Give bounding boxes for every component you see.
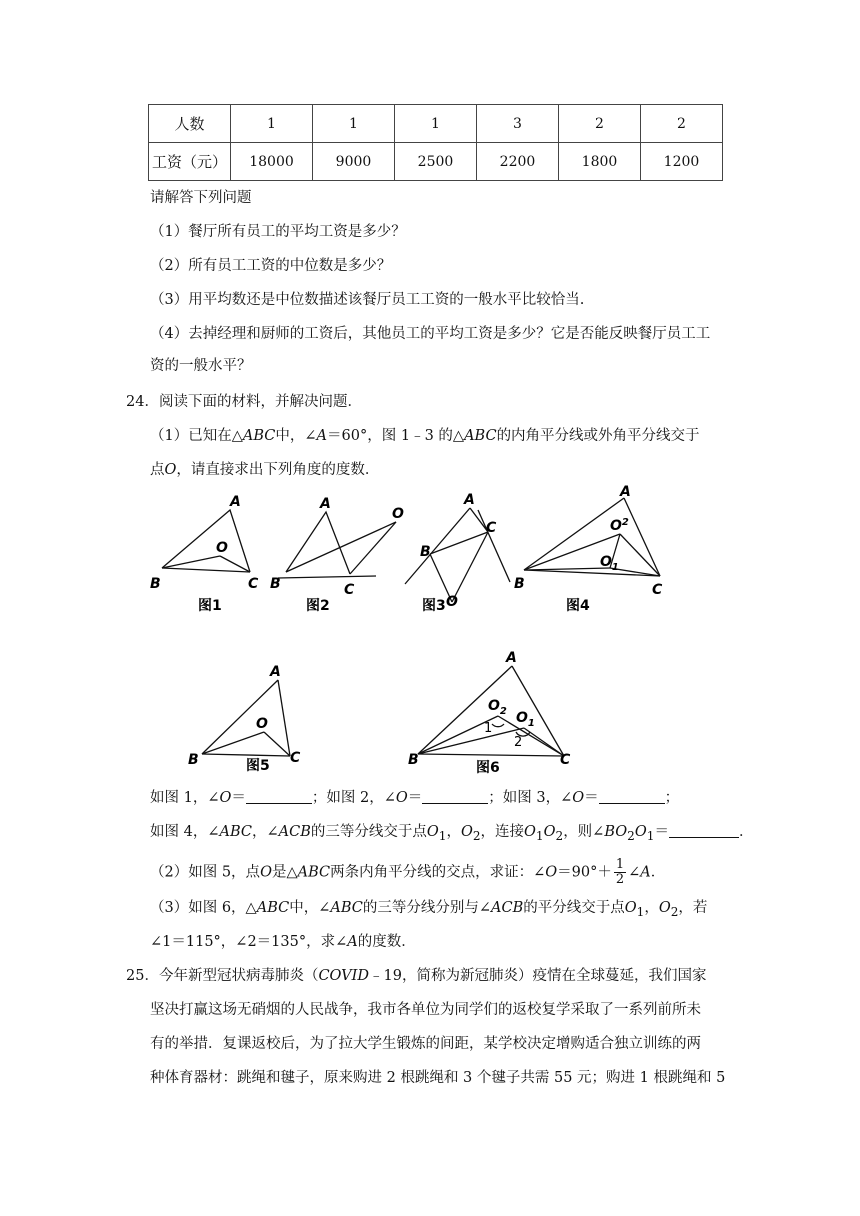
- fraction-one-half: [614, 858, 626, 887]
- q24-part2: [150, 858, 665, 887]
- label-A: A: [230, 494, 241, 510]
- q24-part3-line1: [150, 898, 707, 922]
- text: ，请直接求出下列角度的度数．: [176, 462, 380, 478]
- text: A: [347, 934, 358, 950]
- text: O: [615, 824, 628, 840]
- text: O: [219, 790, 232, 806]
- label-C: C: [248, 576, 259, 592]
- text: 的三等分线分别与∠: [362, 900, 492, 916]
- text: 1: [611, 562, 619, 573]
- figures-group-2: [180, 644, 670, 776]
- text: ．: [738, 824, 754, 840]
- q23-part4-line1: （4）去掉经理和厨师的工资后，其他员工的平均工资是多少？它是否能反映餐厅员工工: [150, 326, 711, 342]
- figure-caption: 图2: [306, 598, 330, 614]
- label-A: A: [320, 496, 331, 512]
- table-cell: 1: [395, 105, 477, 143]
- text: O: [488, 698, 500, 714]
- label-O1: [516, 710, 535, 729]
- text: ＝: [231, 790, 246, 806]
- text: 2: [555, 828, 564, 843]
- label-B: B: [270, 576, 281, 592]
- text: 的内角平分线或外角平分线交于: [496, 428, 700, 444]
- q25-line1: [126, 966, 706, 986]
- label-B: B: [188, 752, 199, 768]
- text: ACB: [278, 824, 311, 840]
- text: ABC: [464, 428, 497, 444]
- table-cell: 2: [641, 105, 723, 143]
- q23-part1: （1）餐厅所有员工的平均工资是多少？: [150, 224, 406, 240]
- label-O1: [600, 554, 619, 573]
- text: ABC: [256, 900, 290, 916]
- text: ＝60°，图 1﹣3 的△: [327, 428, 465, 444]
- row-header: 工资（元）: [149, 143, 231, 181]
- text: O: [634, 824, 647, 840]
- table-cell: 3: [477, 105, 559, 143]
- table-cell: 1: [313, 105, 395, 143]
- table-cell: 1200: [641, 143, 723, 181]
- text: ，若: [678, 900, 708, 916]
- q24-fill-line2: [150, 822, 753, 846]
- text: COVID: [318, 968, 370, 984]
- figure-caption: 图4: [566, 598, 590, 614]
- text: 点: [150, 462, 165, 478]
- text: O: [395, 790, 408, 806]
- text: 1: [438, 828, 447, 843]
- label-B: B: [514, 576, 525, 592]
- table-cell: 2500: [395, 143, 477, 181]
- text: 如图 1，∠: [150, 790, 220, 806]
- text: ，连接: [480, 824, 525, 840]
- figure-caption: 图1: [198, 598, 222, 614]
- text: 2: [670, 904, 679, 919]
- q25-line4: 种体育器材：跳绳和毽子，原来购进 2 根跳绳和 3 个毽子共需 55 元；购进 1 根跳绳和 5: [150, 1070, 726, 1086]
- q23-part3: （3）用平均数还是中位数描述该餐厅员工工资的一般水平比较恰当.: [150, 292, 585, 308]
- text: ∠: [628, 864, 641, 881]
- text: B: [604, 824, 616, 840]
- label-C: C: [290, 750, 301, 766]
- label-C: C: [486, 520, 497, 536]
- text: （2）如图 5，点: [150, 864, 261, 881]
- text: O: [658, 900, 671, 916]
- text: 2: [472, 828, 481, 843]
- text: （1）已知在△: [150, 428, 243, 444]
- text: 的三等分线交于点: [310, 824, 427, 840]
- label-O: O: [256, 716, 268, 732]
- label-O2: [488, 698, 507, 717]
- text: （3）如图 6，△: [150, 900, 257, 916]
- table-cell: 9000: [313, 143, 395, 181]
- text: O: [545, 864, 558, 881]
- angle-2-label: 2: [514, 735, 523, 750]
- label-C: C: [652, 582, 663, 598]
- text: 1: [636, 904, 645, 919]
- text: 中，∠: [275, 428, 317, 444]
- text: ，: [644, 900, 659, 916]
- label-C: C: [560, 752, 571, 768]
- text: O: [624, 900, 637, 916]
- q23-part2: （2）所有员工工资的中位数是多少？: [150, 258, 392, 274]
- text: O: [543, 824, 556, 840]
- label-A: A: [620, 484, 631, 500]
- text: O: [460, 824, 473, 840]
- text: O: [610, 518, 622, 534]
- answer-blank[interactable]: [599, 789, 665, 804]
- text: O: [516, 710, 528, 726]
- q23-part4-line2: 资的一般水平？: [150, 358, 252, 374]
- text: ；如图 2，∠: [311, 790, 396, 806]
- label-C: C: [344, 582, 355, 598]
- answer-blank[interactable]: [422, 789, 488, 804]
- q24-title: 24．阅读下面的材料，并解决问题．: [126, 394, 362, 410]
- text: O: [426, 824, 439, 840]
- text: A: [640, 864, 651, 881]
- row-header: 人数: [149, 105, 231, 143]
- wage-table: [148, 104, 723, 181]
- label-A: A: [506, 650, 517, 666]
- table-row: [149, 143, 723, 181]
- answer-blank[interactable]: [669, 823, 739, 838]
- answer-blank[interactable]: [246, 789, 312, 804]
- q24-part3-line2: [150, 932, 416, 952]
- text: ；如图 3，∠: [488, 790, 573, 806]
- table-cell: 18000: [231, 143, 313, 181]
- label-B: B: [408, 752, 419, 768]
- text: ACB: [491, 900, 524, 916]
- text: 25．今年新型冠状病毒肺炎（: [126, 968, 319, 984]
- figure-caption: 图5: [246, 758, 270, 774]
- text: ＝: [584, 790, 599, 806]
- text: ＝90°＋: [557, 864, 612, 881]
- text: ABC: [330, 900, 363, 916]
- text: O: [572, 790, 585, 806]
- text: O: [260, 864, 272, 881]
- text: ABC: [242, 428, 276, 444]
- text: 2: [499, 706, 507, 717]
- text: ．: [650, 864, 666, 881]
- text: 如图 4，∠: [150, 824, 220, 840]
- text: 2: [621, 517, 629, 528]
- figures-group-1: [140, 484, 670, 624]
- label-A: A: [464, 492, 475, 508]
- text: O: [600, 554, 612, 570]
- text: A: [316, 428, 328, 444]
- text: ﹣19，简称为新冠肺炎）疫情在全球蔓延，我们国家: [369, 968, 707, 984]
- text: ，∠: [251, 824, 279, 840]
- text: 中，∠: [289, 900, 331, 916]
- text: ∠1＝115°，∠2＝135°，求∠: [150, 934, 348, 950]
- q25-line3: 有的举措．复课返校后，为了拉大学生锻炼的间距，某学校决定增购适合独立训练的两: [150, 1036, 701, 1052]
- text: 1: [535, 828, 544, 843]
- text: ABC: [297, 864, 331, 881]
- label-B: B: [420, 544, 431, 560]
- text: 的度数．: [357, 934, 416, 950]
- text: 2: [615, 872, 625, 887]
- figure-caption: 图6: [476, 760, 500, 776]
- text: ＝: [654, 824, 669, 840]
- text: 是△: [271, 864, 298, 881]
- text: ，: [446, 824, 461, 840]
- label-O: O: [392, 506, 404, 522]
- q25-line2: 坚决打赢这场无硝烟的人民战争，我市各单位为同学们的返校复学采取了一系列前所未: [150, 1002, 701, 1018]
- text: 1: [527, 718, 535, 729]
- q24-part1-line2: [150, 460, 379, 480]
- text: ，则∠: [563, 824, 605, 840]
- text: 1: [646, 828, 655, 843]
- table-cell: 2200: [477, 143, 559, 181]
- q24-fill-line1: [150, 788, 679, 808]
- table-cell: 2: [559, 105, 641, 143]
- text: O: [164, 462, 177, 478]
- q23-intro: 请解答下列问题: [150, 190, 252, 206]
- table-row: [149, 105, 723, 143]
- text: O: [524, 824, 536, 840]
- text: 1: [615, 857, 625, 872]
- label-B: B: [150, 576, 161, 592]
- text: 2: [627, 828, 635, 843]
- label-A: A: [270, 664, 281, 680]
- text: ；: [664, 790, 680, 806]
- figure-caption: 图3: [422, 598, 446, 614]
- label-O: O: [216, 540, 228, 556]
- q24-part1-line1: [150, 426, 700, 446]
- label-O: O: [446, 594, 458, 610]
- angle-1-label: 1: [484, 721, 493, 736]
- text: 的平分线交于点: [523, 900, 625, 916]
- text: 两条内角平分线的交点，求证：∠: [330, 864, 546, 881]
- label-O2: [610, 517, 629, 534]
- table-cell: 1: [231, 105, 313, 143]
- table-cell: 1800: [559, 143, 641, 181]
- text: ＝: [407, 790, 423, 806]
- text: ABC: [219, 824, 252, 840]
